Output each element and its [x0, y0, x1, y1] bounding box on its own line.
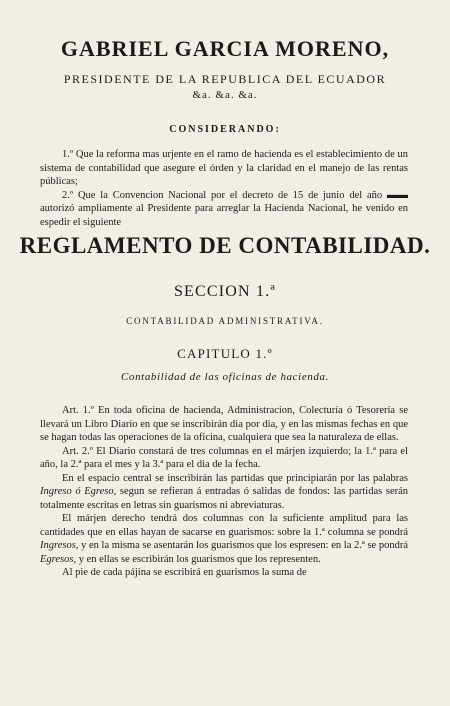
capitulo-title: CAPITULO 1.º	[177, 346, 273, 361]
capitulo-subtitle: Contabilidad de las oficinas de hacienda.	[121, 371, 329, 383]
document-title: GABRIEL GARCIA MORENO,	[60, 36, 390, 61]
considerando-block	[40, 148, 408, 229]
considerando-heading: CONSIDERANDO:	[169, 124, 281, 135]
article-paragraph-3	[40, 472, 408, 513]
paragraph-4-italic-2: Egresos,	[40, 553, 77, 565]
article-paragraph-4	[40, 512, 408, 566]
paragraph-3-text-a: En el espacio central se inscribirán las partidas que principiarán por las palabras	[62, 472, 408, 484]
seccion-subtitle: CONTABILIDAD ADMINISTRATIVA.	[126, 316, 324, 326]
document-subtitle: PRESIDENTE DE LA REPUBLICA DEL ECUADOR	[63, 72, 387, 86]
seccion-title: SECCION 1.ª	[173, 283, 277, 300]
paragraph-3-italic-1: Ingreso ó Egreso,	[40, 486, 117, 497]
article-2: Art. 2.º El Diario constará de tres columnas en el márjen izquierdo; la 1.ª para el año, la 2.ª para el mes y la 3.ª para el dia de la fecha.	[40, 445, 408, 470]
articles-block	[40, 404, 408, 580]
paragraph-3-text-b: segun se refieran á entradas ó salidas de fondos: las partidas serán totalmente escritas en letras sin guarismos ni abreviaturas.	[40, 486, 409, 511]
paragraph-4-text-c: y en ellas se escribirán los guarismos que los representen.	[78, 553, 321, 565]
paragraph-4-italic-1: Ingresos,	[40, 540, 79, 551]
paragraph-4-text-a: El márjen derecho tendrá dos columnas con la suficiente amplitud para las cantidades que en ellas hayan de sacarse en guarismos: sobre la 1.ª columna se pondrá	[40, 513, 408, 538]
paragraph-4-text-b: y en la misma se asentarán los guarismos que los espresen: en la 2.ª se pondrá	[81, 540, 409, 551]
reglamento-title: REGLAMENTO DE CONTABILIDAD.	[19, 233, 431, 258]
article-paragraph-5: Al pie de cada pájina se escribirá en guarismos la suma de	[62, 567, 307, 578]
article-1: Art. 1.º En toda oficina de hacienda, Administracion, Colecturía ó Tesorería se llevará un Libro Diario en que se inscribirán dia por dia, y en las mismas fechas en que se hagan todas las operaciones de la oficina, cualquiera que sea la naturaleza de ellas.	[40, 405, 408, 443]
considerando-paragraph-1: 1.º Que la reforma mas urjente en el ramo de hacienda es el establecimiento de un sistema de contabilidad que asegure el órden y la claridad en el manejo de las rentas públicas;	[40, 149, 408, 187]
etc-line: &a. &a. &a.	[192, 89, 258, 101]
considerando-paragraph-2: 2.º Que la Convencion Nacional por el decreto de 15 de junio del año ▬▬ autorizó ampliamente al Presidente para arreglar la Hacienda Nacional, he venido en espedir el siguiente	[40, 189, 408, 228]
